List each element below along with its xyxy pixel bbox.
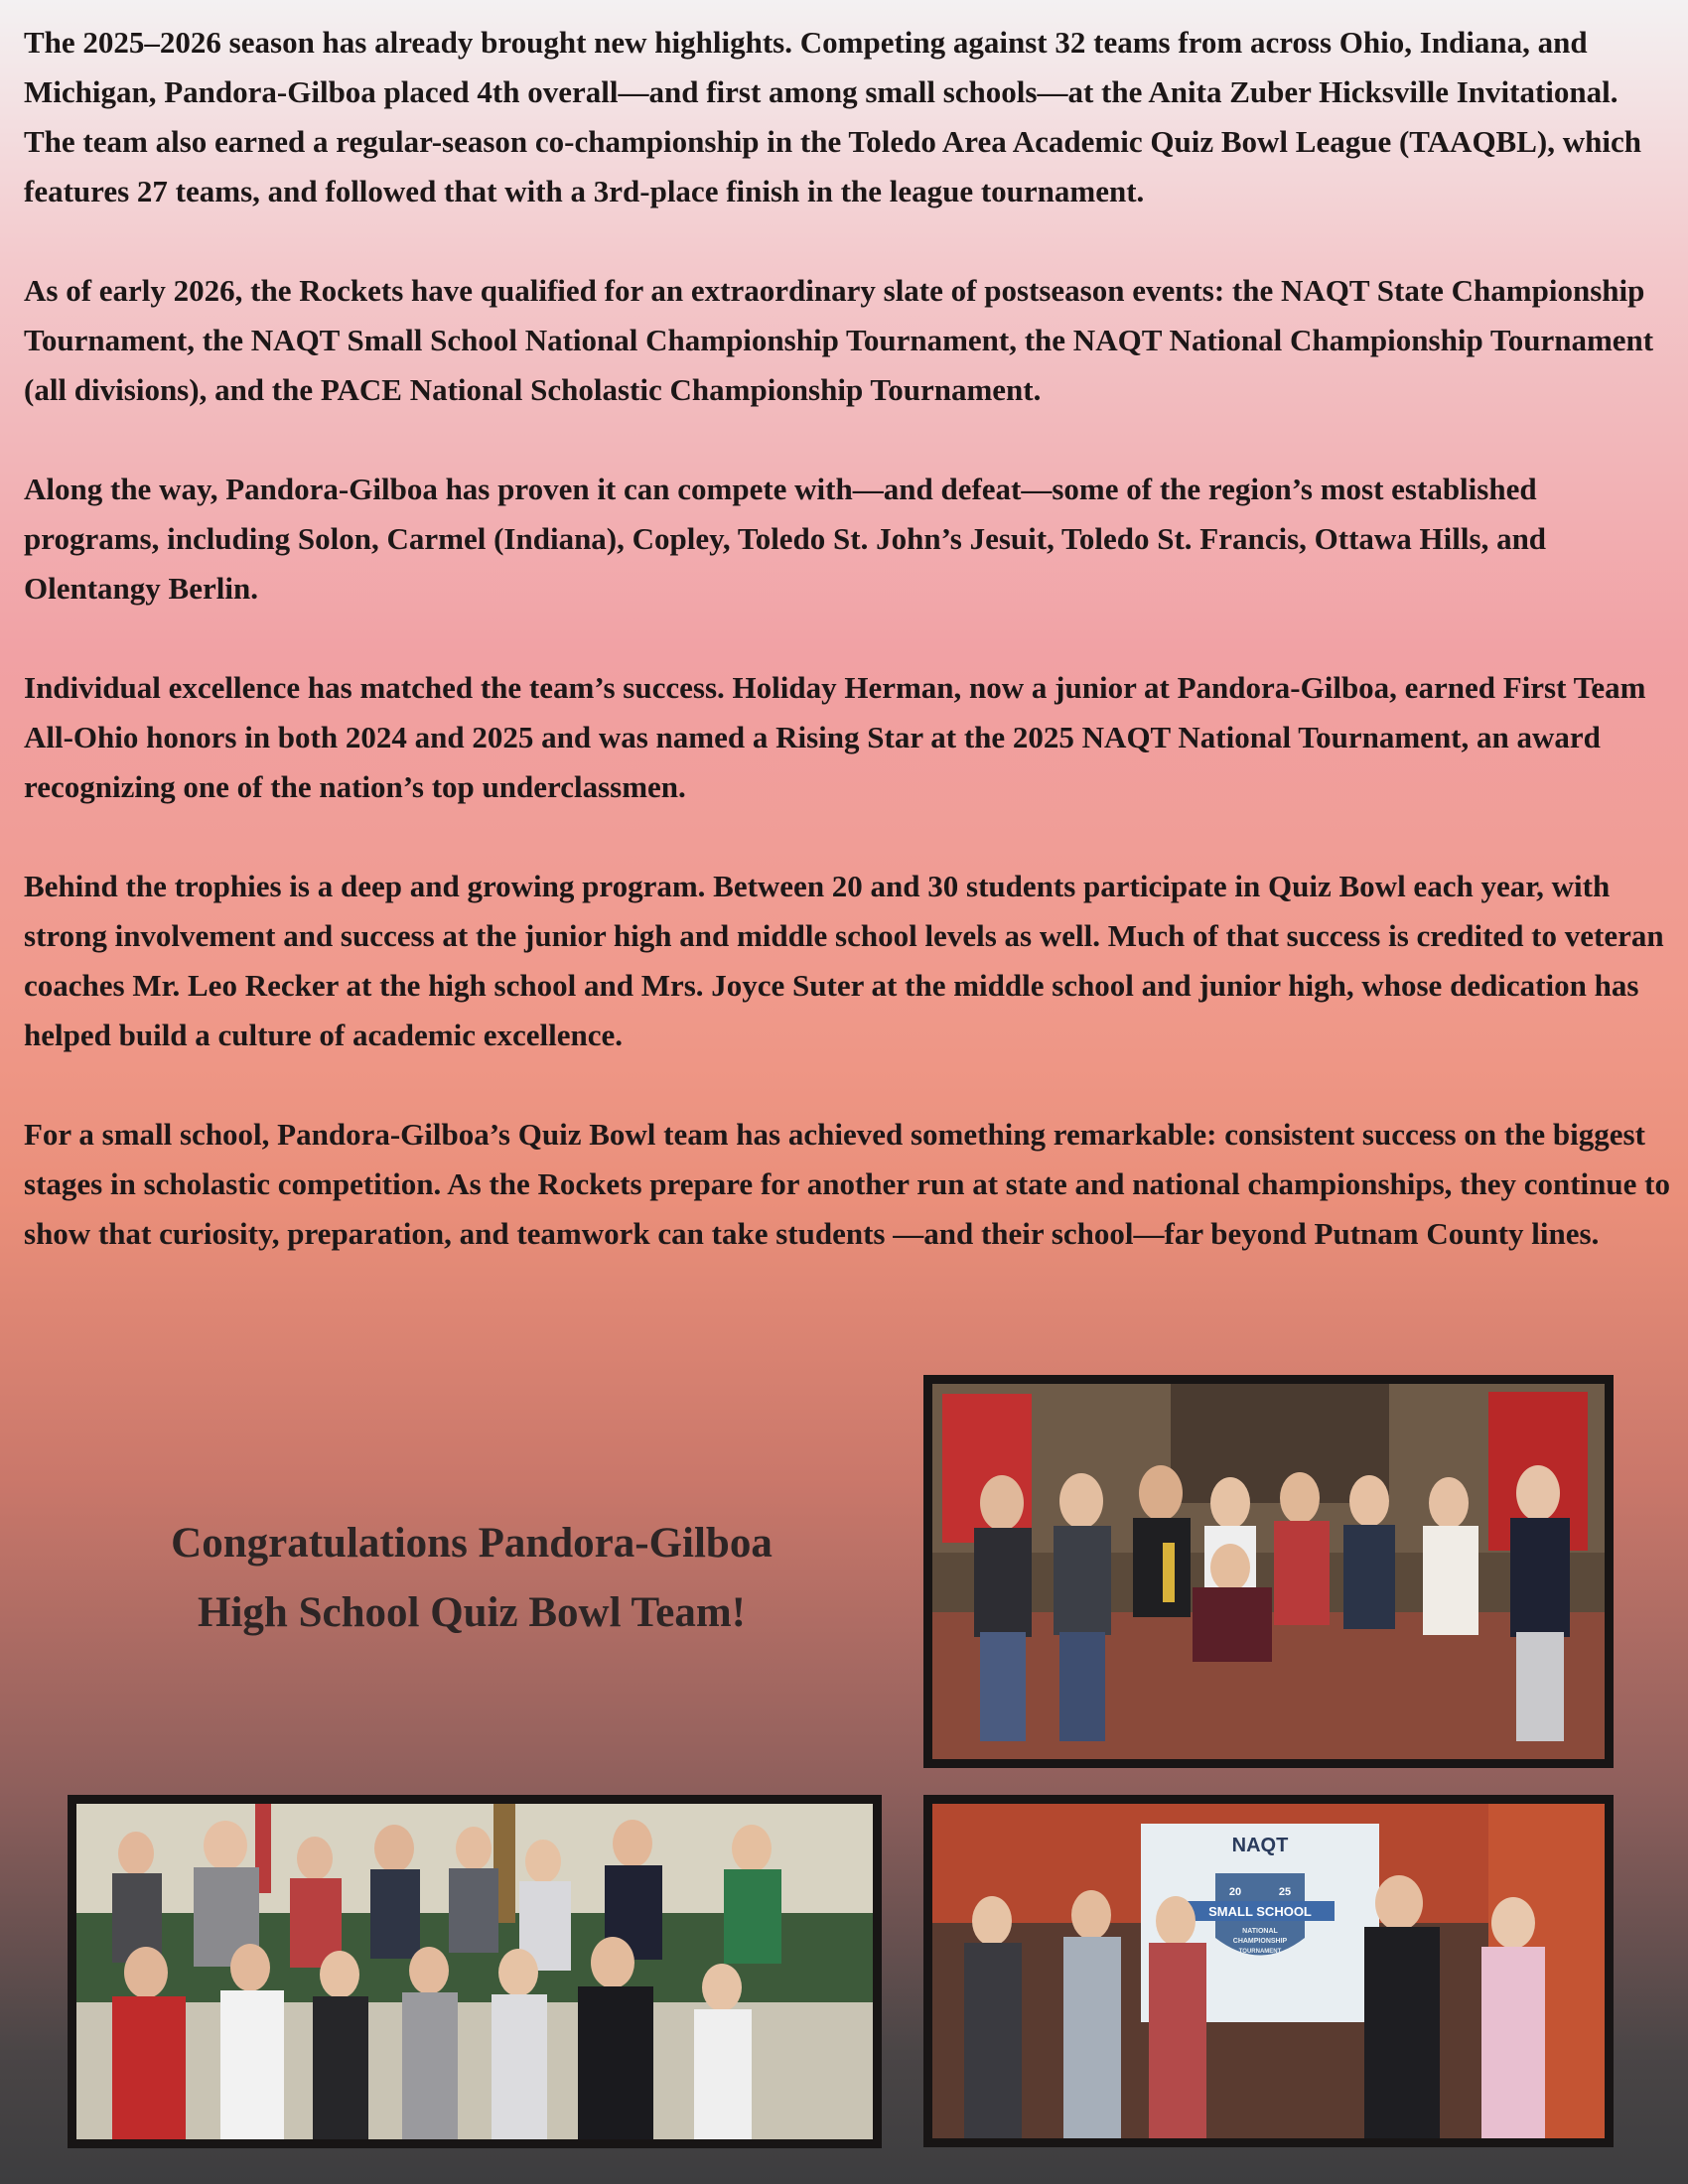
paragraph-program: Behind the trophies is a deep and growing program. Between 20 and 30 students participate in Quiz Bowl each year, with strong involvement and success at the junior high and middle school levels as well. Much of that success is credited to veteran coaches Mr. Leo Recker at the high school and Mrs. Joyce Suter at the middle school and junior high, whose dedication has helped build a culture of academic excellence. xyxy=(24,869,1664,1052)
sign-line-2: CHAMPIONSHIP xyxy=(1232,1938,1288,1945)
sign-brand: NAQT xyxy=(1231,1835,1289,1856)
sign-year-right: 25 xyxy=(1278,1886,1292,1898)
team-photo-medals-image xyxy=(76,1804,873,2139)
article-body xyxy=(24,18,1672,1259)
paragraph-season-highlights: The 2025–2026 season has already brought new highlights. Competing against 32 teams from across Ohio, Indiana, and Michigan, Pandora-Gilboa placed 4th overall—and first among small schools—at the Anita Zuber Hicksville Invitational. The team also earned a regular-season co-championship in the Toledo Area Academic Quiz Bowl League (TAAQBL), which features 27 teams, and followed that with a 3rd-place finish in the league tournament. xyxy=(24,25,1641,208)
sign-line-3: TOURNAMENT xyxy=(1238,1949,1282,1955)
paragraph-rivals: Along the way, Pandora-Gilboa has proven it can compete with—and defeat—some of the region’s most established programs, including Solon, Carmel (Indiana), Copley, Toledo St. John’s Jesuit, Toledo St. Francis, Ottawa Hills, and Olentangy Berlin. xyxy=(24,472,1547,606)
sign-title: SMALL SCHOOL xyxy=(1208,1904,1312,1919)
paragraph-conclusion: For a small school, Pandora-Gilboa’s Quiz Bowl team has achieved something remarkable: consistent success on the biggest stages in scholastic competition. As the Rockets prepare for another run at state and national championships, they continue to show that curiosity, preparation, and teamwork can take students —and their school—far beyond Putnam County lines. xyxy=(24,1117,1670,1251)
sign-line-1: NATIONAL xyxy=(1242,1928,1278,1935)
team-photo-naqt-image xyxy=(932,1804,1605,2138)
congratulations-line-1: Congratulations Pandora-Gilboa xyxy=(171,1520,773,1567)
team-photo-medals xyxy=(68,1795,882,2148)
sign-year-left: 20 xyxy=(1228,1886,1242,1898)
team-photo-trophy-image xyxy=(932,1384,1605,1759)
team-photo-naqt xyxy=(923,1795,1614,2147)
congratulations-line-2: High School Quiz Bowl Team! xyxy=(198,1589,746,1636)
congratulations-heading xyxy=(60,1509,884,1648)
team-photo-trophy xyxy=(923,1375,1614,1768)
paragraph-individual: Individual excellence has matched the team’s success. Holiday Herman, now a junior at Pandora-Gilboa, earned First Team All-Ohio honors in both 2024 and 2025 and was named a Rising Star at the 2025 NAQT National Tournament, an award recognizing one of the nation’s top underclassmen. xyxy=(24,670,1646,804)
paragraph-postseason: As of early 2026, the Rockets have qualified for an extraordinary slate of postseason events: the NAQT State Championship Tournament, the NAQT Small School National Championship Tournament, the NAQT National Championship Tournament (all divisions), and the PACE National Scholastic Championship Tournament. xyxy=(24,273,1654,407)
